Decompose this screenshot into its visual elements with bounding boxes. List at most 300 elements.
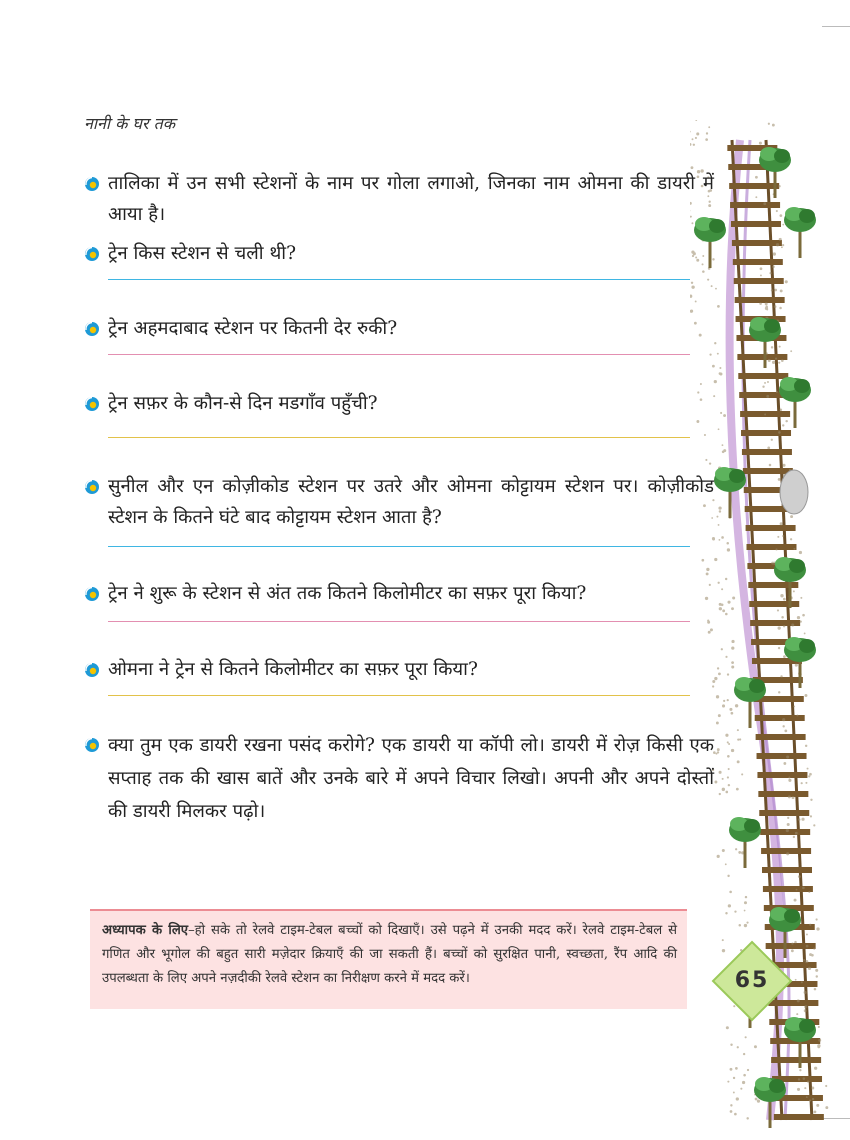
question-item (84, 471, 714, 533)
gravel-dot (806, 1096, 808, 1098)
gravel-dot (718, 673, 721, 676)
tree-illustration (759, 147, 791, 198)
gravel-dot (776, 210, 778, 212)
question-text: ओमना ने ट्रेन से कितने किलोमीटर का सफ़र पूरा किया? (108, 659, 478, 680)
gravel-dot (798, 818, 801, 821)
gravel-dot (718, 524, 720, 526)
gravel-dot (725, 863, 727, 865)
gravel-dot (759, 142, 762, 145)
gravel-dot (718, 714, 721, 717)
gravel-dot (810, 799, 812, 801)
gravel-dot (735, 1067, 738, 1070)
gravel-dot (739, 924, 742, 927)
gravel-dot (720, 412, 722, 414)
gravel-dot (717, 751, 719, 753)
answer-line (108, 437, 690, 438)
gravel-dot (786, 852, 789, 855)
gravel-dot (764, 382, 766, 384)
question-item (84, 388, 714, 419)
gravel-dot (816, 975, 818, 977)
gravel-dot (727, 755, 730, 758)
gravel-dot (716, 516, 718, 518)
gravel-dot (778, 362, 780, 364)
question-text: ट्रेन ने शुरू के स्टेशन से अंत तक कितने किलोमीटर का सफ़र पूरा किया? (108, 583, 587, 604)
gravel-dot (726, 542, 729, 545)
gravel-dot (825, 1106, 828, 1109)
gravel-dot (782, 725, 784, 727)
gravel-dot (768, 123, 770, 125)
gravel-dot (783, 655, 786, 658)
gravel-dot (708, 631, 711, 634)
gravel-dot (722, 609, 725, 612)
bullet-swirl-icon (84, 396, 100, 412)
gravel-dot (783, 598, 786, 601)
answer-line (108, 621, 690, 622)
tree-illustration (779, 377, 811, 428)
gravel-dot (725, 912, 727, 914)
gravel-dot (730, 1104, 732, 1106)
answer-line (108, 279, 690, 280)
gravel-dot (780, 675, 782, 677)
gravel-dot (782, 224, 784, 226)
gravel-dot (727, 1081, 729, 1083)
bullet-swirl-icon (84, 321, 100, 337)
gravel-dot (771, 346, 773, 348)
gravel-dot (731, 640, 734, 643)
gravel-dot (763, 202, 766, 205)
gravel-dot (696, 420, 699, 423)
gravel-dot (804, 1009, 807, 1012)
gravel-dot (746, 1117, 748, 1119)
gravel-dot (733, 1077, 735, 1079)
gravel-dot (718, 506, 721, 509)
gravel-dot (739, 738, 741, 740)
gravel-dot (793, 548, 795, 550)
gravel-dot (797, 999, 800, 1002)
gravel-dot (778, 691, 780, 693)
gravel-dot (731, 666, 734, 669)
bullet-swirl-icon (84, 479, 100, 495)
gravel-dot (706, 132, 708, 134)
gravel-dot (809, 924, 811, 926)
gravel-dot (719, 771, 722, 774)
gravel-dot (726, 1026, 729, 1029)
gravel-dot (780, 409, 783, 412)
gravel-dot (722, 778, 724, 780)
gravel-dot (778, 185, 780, 187)
gravel-dot (714, 342, 716, 344)
gravel-dot (773, 252, 776, 255)
gravel-dot (754, 1045, 757, 1048)
gravel-dot (728, 904, 731, 907)
gravel-dot (796, 1013, 798, 1015)
gravel-dot (731, 647, 734, 650)
gravel-dot (725, 734, 728, 737)
gravel-dot (719, 510, 721, 512)
gravel-dot (813, 948, 815, 950)
tree-illustration (729, 817, 761, 868)
gravel-dot (735, 848, 737, 850)
gravel-dot (781, 246, 783, 248)
gravel-dot (705, 138, 708, 141)
gravel-dot (743, 1074, 746, 1077)
gravel-dot (709, 462, 711, 464)
gravel-dot (715, 288, 717, 290)
gravel-dot (788, 777, 790, 779)
gravel-dot (787, 817, 789, 819)
gravel-dot (712, 685, 714, 687)
gravel-dot (734, 1113, 737, 1116)
gravel-dot (721, 648, 723, 650)
gravel-dot (718, 539, 720, 541)
gravel-dot (787, 823, 790, 826)
gravel-dot (714, 558, 717, 561)
gravel-dot (755, 196, 757, 198)
gravel-dot (783, 625, 785, 627)
gravel-dot (707, 279, 709, 281)
gravel-dot (702, 270, 705, 273)
gravel-dot (765, 305, 767, 307)
answer-line (108, 695, 690, 696)
gravel-dot (731, 712, 734, 715)
gravel-dot (782, 718, 785, 721)
gravel-dot (814, 1111, 817, 1114)
gravel-dot (799, 1069, 801, 1071)
gravel-dot (729, 708, 732, 711)
gravel-dot (722, 849, 725, 852)
gravel-dot (818, 1026, 820, 1028)
teacher-note-text: –हो सके तो रेलवे टाइम-टेबल बच्चों को दिखाएँ। उसे पढ़ने में उनकी मदद करें। रेलवे टाइम-टेबल से गणित और भूगोल की बहुत सारी मज़ेदार क्रियाएँ की जा सकती हैं। बच्चों को सुरक्षित पानी, स्वच्छता, रैंप आदि की उपलब्धता के लिए अपने नज़दीकी रेलवे स्टेशन का निरीक्षण करने में मदद करें। (102, 923, 677, 986)
tree-illustration (714, 467, 746, 518)
gravel-dot (799, 551, 802, 554)
gravel-dot (717, 353, 719, 355)
gravel-dot (725, 578, 727, 580)
gravel-dot (725, 656, 727, 658)
bullet-swirl-icon (84, 246, 100, 262)
gravel-dot (808, 967, 811, 970)
gravel-dot (711, 285, 713, 287)
gravel-dot (809, 1100, 811, 1102)
question-item (84, 578, 714, 609)
gravel-dot (705, 459, 707, 461)
gravel-dot (714, 781, 717, 784)
gravel-dot (740, 1088, 742, 1090)
gravel-dot (717, 667, 719, 669)
gravel-dot (797, 616, 800, 619)
gravel-dot (812, 1098, 814, 1100)
gravel-dot (779, 307, 782, 310)
question-text: ट्रेन सफ़र के कौन-से दिन मडगाँव पहुँची? (108, 393, 378, 414)
gravel-dot (732, 597, 735, 600)
gravel-dot (793, 590, 795, 592)
gravel-dot (719, 603, 722, 606)
gravel-dot (778, 478, 781, 481)
gravel-dot (742, 1081, 745, 1084)
gravel-dot (731, 661, 734, 664)
gravel-dot (784, 729, 787, 732)
gravel-dot (717, 748, 720, 751)
gravel-dot (782, 244, 784, 246)
gravel-dot (793, 705, 795, 707)
gravel-dot (701, 559, 704, 562)
gravel-dot (695, 301, 697, 303)
gravel-dot (771, 289, 773, 291)
gravel-dot (727, 601, 730, 604)
gravel-dot (801, 818, 804, 821)
gravel-dot (807, 1080, 809, 1082)
gravel-dot (707, 619, 709, 621)
gravel-dot (807, 768, 809, 770)
gravel-dot (783, 762, 786, 765)
gravel-dot (800, 597, 802, 599)
gravel-dot (790, 350, 792, 352)
gravel-dot (745, 896, 747, 898)
gravel-dot (785, 280, 788, 283)
gravel-dot (800, 620, 802, 622)
gravel-dot (795, 832, 798, 835)
gravel-dot (816, 918, 818, 920)
gravel-dot (802, 614, 805, 617)
gravel-dot (730, 1044, 732, 1046)
gravel-dot (708, 126, 710, 128)
running-head: नानी के घर तक (84, 114, 176, 133)
gravel-dot (693, 144, 695, 146)
gravel-dot (745, 1036, 747, 1038)
gravel-dot (798, 1078, 800, 1080)
page-number: 65 (734, 968, 770, 993)
gravel-dot (780, 594, 783, 597)
gravel-dot (768, 359, 771, 362)
question-text: ट्रेन किस स्टेशन से चली थी? (108, 243, 296, 264)
gravel-dot (692, 138, 694, 140)
gravel-dot (719, 367, 721, 369)
gravel-dot (710, 628, 713, 631)
gravel-dot (762, 386, 764, 388)
page-number-badge (710, 939, 794, 1023)
question-item (84, 729, 714, 828)
gravel-dot (725, 791, 728, 794)
gravel-dot (775, 548, 777, 550)
gravel-dot (721, 536, 724, 539)
gravel-dot (766, 309, 768, 311)
bullet-swirl-icon (84, 737, 100, 753)
question-item (84, 654, 714, 685)
gravel-dot (793, 836, 795, 838)
gravel-dot (760, 274, 762, 276)
gravel-dot (737, 729, 739, 731)
gravel-dot (774, 305, 777, 308)
gravel-dot (722, 788, 725, 791)
gravel-dot (815, 969, 818, 972)
gravel-dot (809, 773, 812, 776)
gravel-dot (785, 420, 787, 422)
gravel-dot (777, 536, 779, 538)
gravel-dot (714, 677, 717, 680)
gravel-dot (719, 373, 722, 376)
gravel-dot (723, 414, 726, 417)
gravel-dot (746, 922, 748, 924)
gravel-dot (791, 624, 794, 627)
gravel-dot (775, 358, 777, 360)
gravel-dot (734, 910, 736, 912)
gravel-dot (818, 1039, 821, 1042)
gravel-dot (731, 607, 734, 610)
gravel-dot (727, 875, 729, 877)
gravel-dot (717, 305, 720, 308)
gravel-dot (731, 749, 734, 752)
gravel-dot (695, 120, 697, 121)
gravel-dot (755, 1098, 758, 1101)
gravel-dot (780, 289, 783, 292)
teacher-note (90, 909, 687, 1009)
gravel-dot (806, 934, 808, 936)
gravel-dot (781, 359, 784, 362)
gravel-dot (730, 1110, 733, 1113)
gravel-dot (727, 548, 730, 551)
gravel-dot (755, 176, 758, 179)
gravel-dot (744, 910, 746, 912)
gravel-dot (727, 673, 729, 675)
gravel-dot (797, 1088, 800, 1091)
gravel-dot (778, 431, 781, 434)
gravel-dot (744, 901, 747, 904)
gravel-dot (795, 664, 798, 667)
gravel-dot (757, 1100, 760, 1103)
gravel-dot (736, 1097, 739, 1100)
gravel-dot (727, 741, 729, 743)
gravel-dot (779, 238, 782, 241)
gravel-dot (806, 945, 809, 948)
gravel-dot (802, 887, 805, 890)
gravel-dot (779, 214, 782, 217)
crop-mark-top (822, 26, 850, 27)
gravel-dot (696, 132, 699, 135)
gravel-dot (704, 434, 706, 436)
gravel-dot (716, 695, 719, 698)
gravel-dot (764, 414, 766, 416)
gravel-dot (772, 265, 775, 268)
question-text: ट्रेन अहमदाबाद स्टेशन पर कितनी देर रुकी? (108, 318, 398, 339)
gravel-dot (816, 927, 819, 930)
gravel-dot (776, 391, 778, 393)
question-item (84, 238, 714, 269)
gravel-dot (765, 302, 768, 305)
gravel-dot (767, 446, 770, 449)
gravel-dot (804, 1087, 806, 1089)
gravel-dot (805, 745, 807, 747)
gravel-dot (808, 891, 810, 893)
gravel-dot (690, 143, 691, 146)
gravel-dot (778, 627, 781, 630)
gravel-dot (779, 346, 781, 348)
gravel-dot (778, 647, 780, 649)
gravel-dot (718, 428, 720, 430)
gravel-dot (786, 829, 789, 832)
gravel-dot (794, 899, 797, 902)
question-item (84, 168, 714, 230)
gravel-dot (759, 302, 762, 305)
gravel-dot (772, 361, 775, 364)
gravel-dot (712, 365, 715, 368)
gravel-dot (781, 616, 784, 619)
gravel-dot (782, 464, 785, 467)
gravel-dot (716, 722, 719, 725)
gravel-dot (721, 588, 723, 590)
gravel-dot (774, 289, 777, 292)
gravel-dot (691, 285, 694, 288)
gravel-dot (813, 824, 815, 826)
gravel-dot (811, 1087, 814, 1090)
gravel-dot (728, 743, 730, 745)
gravel-dot (729, 891, 732, 894)
gravel-dot (719, 793, 721, 795)
gravel-dot (695, 137, 697, 139)
gravel-dot (790, 538, 792, 540)
gravel-dot (782, 424, 784, 426)
gravel-dot (817, 1044, 820, 1047)
gravel-dot (825, 1085, 827, 1087)
gravel-dot (728, 784, 730, 786)
gravel-dot (690, 131, 691, 133)
gravel-dot (809, 953, 812, 956)
gravel-dot (735, 704, 738, 707)
gravel-dot (738, 851, 741, 854)
gravel-dot (790, 515, 793, 518)
gravel-dot (691, 282, 693, 284)
gravel-dot (814, 988, 817, 991)
gravel-dot (805, 960, 808, 963)
gravel-dot (706, 572, 709, 575)
gravel-dot (741, 773, 743, 775)
gravel-dot (690, 295, 692, 298)
gravel-dot (803, 1077, 806, 1080)
gravel-dot (814, 1067, 817, 1070)
gravel-dot (733, 1092, 735, 1094)
gravel-dot (743, 1053, 745, 1055)
gravel-dot (723, 700, 725, 702)
gravel-dot (725, 613, 728, 616)
gravel-dot (769, 272, 771, 274)
answer-line (108, 354, 690, 355)
gravel-dot (744, 924, 747, 927)
gravel-dot (803, 959, 806, 962)
gravel-dot (788, 779, 791, 782)
gravel-dot (804, 694, 807, 697)
question-text: क्या तुम एक डायरी रखना पसंद करोगे? एक डायरी या कॉपी लो। डायरी में रोज़ किसी एक सप्ताह तक की खास बातें और उनके बारे में अपने विचार लिखो। अपनी और अपने दोस्तों की डायरी मिलकर पढ़ो। (108, 735, 714, 822)
gravel-dot (766, 395, 769, 398)
gravel-dot (780, 522, 783, 525)
gravel-dot (786, 755, 789, 758)
gravel-dot (776, 243, 779, 246)
gravel-dot (760, 267, 763, 270)
gravel-dot (782, 535, 784, 537)
gravel-dot (794, 941, 797, 944)
gravel-dot (737, 760, 740, 763)
teacher-note-label: अध्यापक के लिए (102, 923, 189, 938)
question-text: सुनील और एन कोज़ीकोड स्टेशन पर उतरे और ओमना कोट्टायम स्टेशन पर। कोज़ीकोड स्टेशन के कितने घंटे बाद कोट्टायम स्टेशन आता है? (108, 476, 714, 528)
gravel-dot (767, 381, 769, 383)
gravel-dot (728, 768, 730, 770)
gravel-dot (712, 537, 715, 540)
question-text: तालिका में उन सभी स्टेशनों के नाम पर गोला लगाओ, जिनका नाम ओमना की डायरी में आया है। (108, 173, 714, 225)
gravel-dot (804, 1005, 807, 1008)
gravel-dot (727, 776, 729, 778)
gravel-dot (737, 1046, 739, 1048)
gravel-dot (709, 353, 711, 355)
gravel-dot (736, 788, 739, 791)
bullet-swirl-icon (84, 662, 100, 678)
gravel-dot (808, 775, 810, 777)
